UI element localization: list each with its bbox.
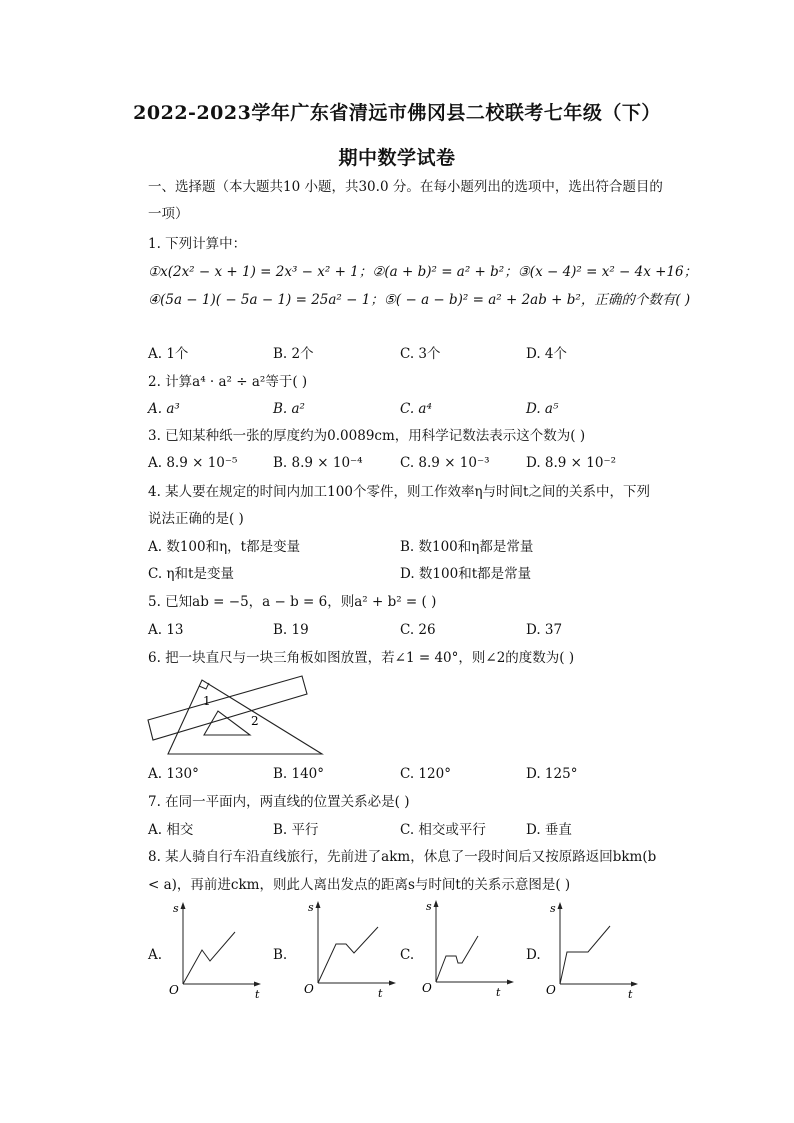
q3-stem: 3. 已知某种纸一张的厚度约为0.0089cm，用科学记数法表示这个数为( ) [148, 428, 586, 444]
svg-text:s: s [308, 901, 314, 914]
svg-text:t: t [628, 988, 633, 1000]
graph-a-curve [183, 932, 235, 984]
q1-option-c[interactable]: C. 3个 [400, 346, 441, 362]
q1-expr-1: ①x(2x² − x + 1) = 2x³ − x² + 1；②(a + b)² = a² + b²；③(x − 4)² = x² − 4x +16； [148, 264, 698, 280]
q7-option-a[interactable]: A. 相交 [148, 822, 194, 838]
q7-option-c[interactable]: C. 相交或平行 [400, 822, 486, 838]
q8-graph-b[interactable] [300, 897, 400, 999]
q4-option-d[interactable]: D. 数100和t都是常量 [400, 566, 532, 582]
q3-option-c[interactable]: C. 8.9 × 10⁻³ [400, 455, 490, 471]
q6-stem: 6. 把一块直尺与一块三角板如图放置，若∠1 = 40°，则∠2的度数为( ) [148, 650, 575, 666]
q1-option-b[interactable]: B. 2个 [273, 346, 314, 362]
section-header-cont: 一项） [148, 206, 189, 222]
q1-option-d[interactable]: D. 4个 [526, 346, 568, 362]
svg-text:s: s [550, 902, 556, 915]
q8-stem-cont: < a)，再前进ckm，则此人离出发点的距离s与时间t的关系示意图是( ) [148, 877, 571, 893]
graph-d-curve [560, 926, 610, 984]
q4-option-b[interactable]: B. 数100和η都是常量 [400, 539, 534, 555]
angle-2-label: 2 [251, 714, 259, 728]
q8-option-b[interactable]: B. [273, 947, 288, 963]
q8-option-c[interactable]: C. [400, 947, 415, 963]
q4-stem: 4. 某人要在规定的时间内加工100个零件，则工作效率η与时间t之间的关系中，下列 [148, 484, 650, 500]
page-title-line1: 2022-2023学年广东省清远市佛冈县二校联考七年级（下） [133, 102, 661, 124]
q2-option-d[interactable]: D. a⁵ [526, 401, 559, 417]
section-header: 一、选择题（本大题共10 小题，共30.0 分。在每小题列出的选项中，选出符合题目的 [148, 179, 663, 195]
q8-option-d[interactable]: D. [526, 947, 541, 963]
q6-option-a[interactable]: A. 130° [148, 766, 199, 782]
svg-text:t: t [378, 987, 383, 999]
q8-graph-c[interactable] [418, 896, 518, 998]
q1-option-a[interactable]: A. 1个 [148, 346, 189, 362]
q4-option-c[interactable]: C. η和t是变量 [148, 566, 234, 582]
q5-stem: 5. 已知ab = −5，a − b = 6，则a² + b² = ( ) [148, 594, 437, 610]
svg-text:O: O [304, 982, 314, 996]
q7-option-b[interactable]: B. 平行 [273, 822, 319, 838]
graph-c-curve [436, 936, 478, 982]
q2-option-c[interactable]: C. a⁴ [400, 401, 432, 417]
triangle-inner [204, 711, 250, 735]
svg-text:s: s [173, 902, 179, 915]
svg-text:t: t [496, 986, 501, 998]
page-title-line2: 期中数学试卷 [338, 147, 456, 169]
q6-option-d[interactable]: D. 125° [526, 766, 578, 782]
q5-option-c[interactable]: C. 26 [400, 622, 436, 638]
q4-option-a[interactable]: A. 数100和η，t都是变量 [148, 539, 301, 555]
q2-stem: 2. 计算a⁴ · a² ÷ a²等于( ) [148, 374, 308, 390]
svg-text:t: t [255, 988, 260, 1000]
q3-option-d[interactable]: D. 8.9 × 10⁻² [526, 455, 617, 471]
q5-option-a[interactable]: A. 13 [148, 622, 184, 638]
q5-option-d[interactable]: D. 37 [526, 622, 563, 638]
graph-b-curve [318, 927, 378, 983]
q8-option-a[interactable]: A. [148, 947, 163, 963]
q2-option-b[interactable]: B. a² [273, 401, 305, 417]
q6-option-c[interactable]: C. 120° [400, 766, 451, 782]
q1-expr-2: ④(5a − 1)( − 5a − 1) = 25a² − 1；⑤( − a − b)² = a² + 2ab + b²，正确的个数有( ) [148, 292, 691, 308]
svg-text:O: O [546, 983, 556, 997]
q6-option-b[interactable]: B. 140° [273, 766, 325, 782]
q4-stem-cont: 说法正确的是( ) [148, 511, 244, 527]
q3-option-b[interactable]: B. 8.9 × 10⁻⁴ [273, 455, 363, 471]
angle-1-label: 1 [203, 694, 211, 708]
triangle-outer [168, 680, 322, 754]
q7-stem: 7. 在同一平面内，两直线的位置关系必是( ) [148, 794, 410, 810]
q6-ruler-triangle-figure [140, 668, 330, 760]
q7-option-d[interactable]: D. 垂直 [526, 822, 572, 838]
svg-text:O: O [422, 981, 432, 995]
svg-text:O: O [169, 983, 179, 997]
svg-text:s: s [426, 900, 432, 913]
q8-stem: 8. 某人骑自行车沿直线旅行，先前进了akm，休息了一段时间后又按原路返回bkm(b [148, 849, 657, 865]
q8-graph-a[interactable] [165, 898, 265, 1000]
q5-option-b[interactable]: B. 19 [273, 622, 309, 638]
q2-option-a[interactable]: A. a³ [148, 401, 180, 417]
q3-option-a[interactable]: A. 8.9 × 10⁻⁵ [148, 455, 238, 471]
q1-stem: 1. 下列计算中： [148, 236, 247, 252]
q8-graph-d[interactable] [542, 898, 642, 1000]
